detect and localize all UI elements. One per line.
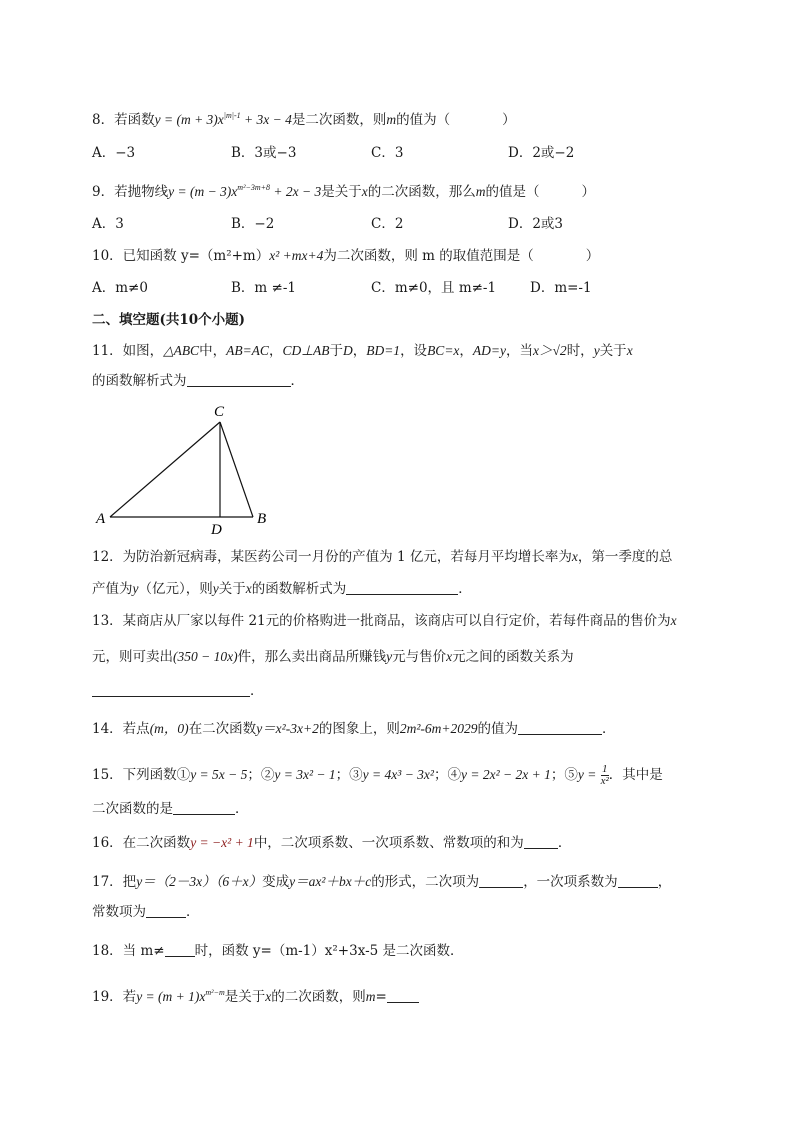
q10-option-a[interactable]: A．m≠0 xyxy=(92,280,148,296)
q11-y: y xyxy=(593,343,600,358)
q12-y: y xyxy=(132,581,139,596)
question-12-line1 xyxy=(92,548,672,566)
q11-eq4: BC=x xyxy=(427,343,460,358)
q15-s1: ；② xyxy=(247,767,275,783)
q12-x2: x xyxy=(245,581,252,596)
q9-option-c[interactable]: C．2 xyxy=(371,216,404,232)
label-b: B xyxy=(257,511,267,527)
q19-function: y = (m + 1)x xyxy=(136,989,206,1004)
q15-stem: 15．下列函数① xyxy=(92,767,191,783)
q19-eq: = xyxy=(375,989,387,1005)
q11-triangle-figure xyxy=(90,400,280,540)
q16-end: ． xyxy=(557,835,572,851)
q18-answer-blank[interactable] xyxy=(165,942,195,957)
q15-s2: ；③ xyxy=(335,767,363,783)
side-bc xyxy=(220,422,253,517)
q14-t2: 的图象上，则 xyxy=(318,721,400,737)
q12-t1: ，第一季度的总 xyxy=(577,549,673,565)
q19-t1: 是关于 xyxy=(224,989,266,1005)
q19-x: x xyxy=(265,989,272,1004)
q16-t1: 中，二次项系数、一次项系数、常数项的和为 xyxy=(253,835,524,851)
q15-t1: ．其中是 xyxy=(608,767,663,783)
side-ac xyxy=(110,422,220,517)
q9-option-a[interactable]: A．3 xyxy=(92,216,124,232)
q9-text: 是关于 xyxy=(321,184,362,200)
question-15-line1 xyxy=(92,764,663,787)
label-a: A xyxy=(96,511,106,527)
q13-end: ． xyxy=(250,683,264,699)
section-title-fill-in: 二、填空题(共10个小题) xyxy=(92,312,246,328)
q15-f2: y = 3x² − 1 xyxy=(274,767,336,782)
q8-text-2: 的值为（ xyxy=(396,112,451,128)
q12-end: ． xyxy=(458,581,472,597)
q12-t2: 产值为 xyxy=(92,581,133,597)
label-d: D xyxy=(211,522,222,538)
q8-text: 是二次函数，则 xyxy=(291,112,387,128)
q9-exponent: m²−3m+8 xyxy=(237,183,271,192)
q10-option-d[interactable]: D．m=-1 xyxy=(530,280,592,296)
q13-expr: (350 − 10x) xyxy=(173,649,238,664)
q11-t4: ， xyxy=(352,343,367,359)
q9-close: ） xyxy=(581,184,596,200)
q13-t2: 件，那么卖出商品所赚钱 xyxy=(237,649,387,665)
q10-text: 为二次函数，则 m 的取值范围是（ xyxy=(323,248,534,264)
q14-function: y＝x²-3x+2 xyxy=(256,721,319,736)
q19-exponent: m²−m xyxy=(205,988,225,997)
q10-option-b[interactable]: B．m ≠-1 xyxy=(231,280,296,296)
q19-stem: 19．若 xyxy=(92,989,137,1005)
q11-triangle: △ABC xyxy=(163,343,200,358)
question-8 xyxy=(92,107,516,129)
question-17-line1 xyxy=(92,873,671,891)
q8-close: ） xyxy=(502,112,516,128)
q12-t3: （亿元），则 xyxy=(138,581,213,597)
q17-line2: 常数项为 xyxy=(92,904,146,920)
q19-m: m xyxy=(365,989,376,1004)
q16-function: y = −x² + 1 xyxy=(190,835,254,850)
q13-t3: 元与售价 xyxy=(392,649,447,665)
q8-option-b[interactable]: B．3或−3 xyxy=(231,145,297,161)
q11-line2: 的函数解析式为 xyxy=(92,373,187,389)
question-13-line2 xyxy=(92,648,574,666)
q18-t1: 时，函数 y=（m-1）x²+3x-5 是二次函数． xyxy=(194,943,464,959)
q8-option-c[interactable]: C．3 xyxy=(371,145,404,161)
q11-t9: 关于 xyxy=(599,343,627,359)
q11-t1: 中， xyxy=(199,343,227,359)
label-c: C xyxy=(214,404,225,420)
q10-formula: x² +mx+4 xyxy=(269,248,324,263)
question-13-line1 xyxy=(92,612,677,630)
q11-answer-blank[interactable] xyxy=(187,372,291,387)
q18-stem: 18．当 m≠ xyxy=(92,943,165,959)
q17-t4: ， xyxy=(657,874,672,890)
q17-answer-blank-3[interactable] xyxy=(146,903,186,918)
q12-t4: 关于 xyxy=(218,581,246,597)
q11-t6: ， xyxy=(459,343,473,359)
q11-t5: ，设 xyxy=(400,343,428,359)
q10-option-c[interactable]: C．m≠0，且 m≠-1 xyxy=(371,280,497,296)
q8-option-a[interactable]: A．−3 xyxy=(92,145,136,161)
q13-answer-blank[interactable] xyxy=(92,682,250,697)
q14-end: ． xyxy=(601,721,616,737)
q14-t3: 的值为 xyxy=(477,721,518,737)
q10-stem: 10．已知函数 y=（m²+m） xyxy=(92,248,270,264)
q9-formula: y = (m − 3)x xyxy=(168,184,238,199)
q8-option-d[interactable]: D．2或−2 xyxy=(508,145,575,161)
q17-end: ． xyxy=(186,904,200,920)
q11-t2: ， xyxy=(268,343,283,359)
q10-close: ） xyxy=(585,248,600,264)
q11-t8: 时， xyxy=(566,343,594,359)
q17-answer-blank-1[interactable] xyxy=(479,873,523,888)
q8-stem: 8．若函数 xyxy=(92,112,155,128)
q15-end: ． xyxy=(235,801,249,817)
q19-answer-blank[interactable] xyxy=(387,988,419,1003)
q11-eq2: CD⊥AB xyxy=(282,343,330,358)
q12-answer-blank[interactable] xyxy=(346,580,458,595)
question-13-line3 xyxy=(92,682,264,700)
q12-x: x xyxy=(571,549,578,564)
q15-answer-blank[interactable] xyxy=(173,800,235,815)
q13-t4: 元之间的函数关系为 xyxy=(452,649,574,665)
q11-x: x xyxy=(626,343,633,358)
q9-option-d[interactable]: D．2或3 xyxy=(508,216,564,232)
q15-fraction xyxy=(601,764,609,787)
q8-exponent: |m|-1 xyxy=(223,111,241,120)
q17-answer-blank-2[interactable] xyxy=(618,873,658,888)
q11-d: D xyxy=(342,343,353,358)
q8-var: m xyxy=(386,112,397,127)
q9-formula-tail: + 2x − 3 xyxy=(270,184,322,199)
q19-t2: 的二次函数，则 xyxy=(271,989,366,1005)
q15-numerator: 1 xyxy=(601,763,608,775)
q14-t1: 在二次函数 xyxy=(188,721,257,737)
question-9 xyxy=(92,179,595,201)
q14-answer-blank[interactable] xyxy=(518,720,602,735)
q12-stem: 12．为防治新冠病毒，某医药公司一月份的产值为 1 亿元，若每月平均增长率为 xyxy=(92,549,572,565)
question-11-line1 xyxy=(92,342,633,360)
q8-formula: y = (m + 3)x xyxy=(154,112,224,127)
question-15-line2 xyxy=(92,800,249,818)
q15-f1: y = 5x − 5 xyxy=(190,767,248,782)
q9-var-x: x xyxy=(361,184,368,199)
q13-stem: 13．某商店从厂家以每件 21元的价格购进一批商品，该商店可以自行定价，若每件商品的售价为 xyxy=(92,613,671,629)
q14-expr: 2m²-6m+2029 xyxy=(399,721,478,736)
q9-var-m: m xyxy=(475,184,486,199)
question-19 xyxy=(92,984,419,1006)
q11-t3: 于 xyxy=(329,343,343,359)
q17-function: y＝（2－3x）（6＋x） xyxy=(136,874,263,889)
q17-stem: 17．把 xyxy=(92,874,137,890)
q16-stem: 16．在二次函数 xyxy=(92,835,191,851)
question-11-line2 xyxy=(92,372,304,390)
q13-x: x xyxy=(670,613,677,628)
q17-t3: ，一次项系数为 xyxy=(523,874,618,890)
q8-formula-tail: + 3x − 4 xyxy=(240,112,292,127)
question-18 xyxy=(92,942,464,960)
q11-eq3: BD=1 xyxy=(366,343,401,358)
q13-x2: x xyxy=(446,649,453,664)
q9-option-b[interactable]: B．−2 xyxy=(231,216,275,232)
q14-stem: 14．若点 xyxy=(92,721,150,737)
q12-t5: 的函数解析式为 xyxy=(251,581,347,597)
q13-y: y xyxy=(386,649,393,664)
q11-eq6: x＞√2 xyxy=(533,343,567,358)
q17-t1: 变成 xyxy=(262,874,290,890)
q11-eq5: AD=y xyxy=(472,343,507,358)
q15-s3: ；④ xyxy=(433,767,461,783)
q15-line2: 二次函数的是 xyxy=(92,801,173,817)
question-17-line2 xyxy=(92,903,200,921)
q15-f5: y = xyxy=(577,767,597,782)
q12-y2: y xyxy=(212,581,219,596)
q13-t1: 元，则可卖出 xyxy=(92,649,173,665)
q15-denominator: x² xyxy=(600,775,609,787)
q14-point: (m，0) xyxy=(149,721,189,736)
q9-stem: 9．若抛物线 xyxy=(92,184,169,200)
q9-text-2: 的二次函数，那么 xyxy=(367,184,476,200)
question-12-line2 xyxy=(92,580,472,598)
question-16 xyxy=(92,834,571,852)
q11-end: ． xyxy=(290,373,304,389)
q15-f3: y = 4x³ − 3x² xyxy=(362,767,434,782)
q11-eq1: AB=AC xyxy=(226,343,269,358)
question-10 xyxy=(92,247,599,265)
q11-t7: ，当 xyxy=(506,343,534,359)
q15-f4: y = 2x² − 2x + 1 xyxy=(460,767,551,782)
q17-t2: 的形式，二次项为 xyxy=(371,874,480,890)
q11-stem: 11．如图， xyxy=(92,343,164,359)
question-14 xyxy=(92,720,615,738)
q17-form: y＝ax²＋bx＋c xyxy=(289,874,372,889)
q15-s4: ；⑤ xyxy=(550,767,578,783)
q9-text-3: 的值是（ xyxy=(485,184,540,200)
q16-answer-blank[interactable] xyxy=(524,834,558,849)
